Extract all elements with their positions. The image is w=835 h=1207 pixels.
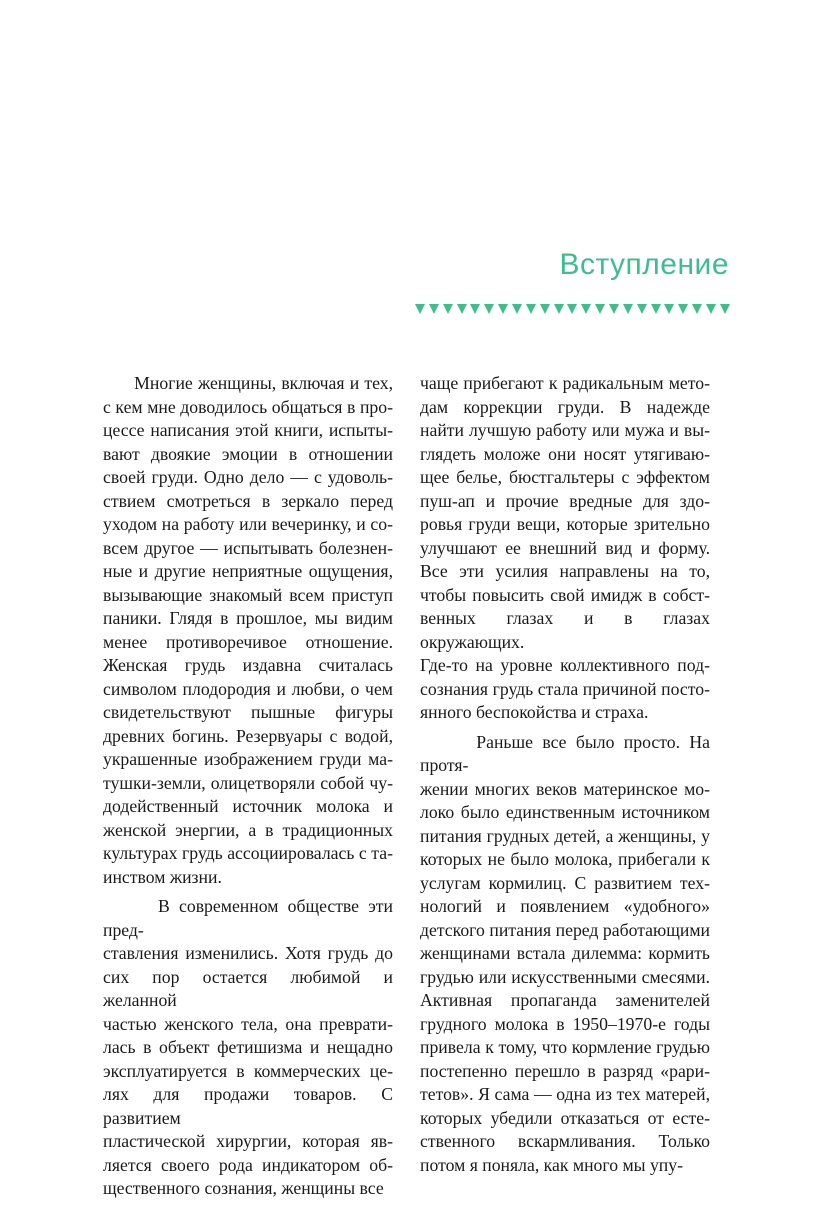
triangle-ornament-icon [484, 304, 494, 314]
text-line: частью женского тела, она преврати- [103, 1013, 393, 1034]
triangle-ornament-icon [512, 304, 522, 314]
text-line: Где-то на уровне коллективного под- [420, 655, 710, 675]
text-line: свидетельствуют пышные фигуры [103, 702, 393, 722]
text-line: с кем мне доводилось общаться в про- [103, 396, 393, 417]
right-column [420, 372, 710, 1183]
text-line: пластической хирургии, которая яв- [103, 1131, 393, 1151]
paragraph-1 [103, 372, 393, 889]
text-line: найти лучшую работу или мужа и вы- [420, 420, 710, 440]
text-line: привела к тому, что кормление грудью [420, 1037, 710, 1057]
text-line: своей груди. Одно дело — с удоволь- [103, 467, 393, 487]
text-line: чтобы повысить свой имидж в собст- [420, 584, 710, 605]
triangle-ornament-icon [637, 304, 647, 314]
triangle-ornament-icon [651, 304, 661, 314]
text-line: щественного сознания, женщины все [103, 1178, 384, 1198]
text-line: глядеть моложе они носят утягиваю- [420, 443, 710, 464]
triangle-ornament-icon [609, 304, 619, 314]
triangle-ornament-icon [429, 304, 439, 314]
text-line: нологий и появлением «удобного» [420, 896, 710, 916]
paragraph-3 [420, 372, 710, 725]
paragraph-2 [103, 895, 393, 1201]
text-line: услугам кормилиц. С развитием тех- [420, 872, 710, 893]
triangle-ornament-icon [581, 304, 591, 314]
text-line: инством жизни. [103, 866, 222, 887]
text-line: постепенно перешло в разряд «рари- [420, 1060, 710, 1081]
text-line: пуш-ап и прочие вредные для здо- [420, 490, 710, 511]
text-line: ляется своего рода индикатором об- [103, 1154, 393, 1175]
triangle-ornament-icon [540, 304, 550, 314]
text-line: цессе написания этой книги, испыты- [103, 420, 393, 440]
text-line: В современном обществе эти пред- [103, 896, 393, 940]
text-line: потом я поняла, как много мы упу- [420, 1154, 683, 1175]
text-line: вызывающие знакомый всем приступ [103, 584, 393, 605]
text-line: ствием смотреться в зеркало перед [103, 490, 393, 511]
text-line: локо было единственным источником [420, 802, 710, 822]
text-line: тетов». Я сама — одна из тех матерей, [420, 1084, 710, 1104]
text-line: ровья груди вещи, которые зрительно [420, 514, 710, 534]
chapter-title: Вступление [559, 248, 729, 281]
text-line: ные и другие неприятные ощущения, [103, 561, 393, 581]
text-line: янного беспокойства и страха. [420, 702, 649, 722]
text-line: всем другое — испытывать болезнен- [103, 537, 393, 558]
paragraph-4 [420, 731, 710, 1178]
text-line: додейственный источник молока и [103, 796, 393, 816]
text-line: символом плодородия и любви, о чем [103, 678, 393, 699]
triangle-ornament-icon [706, 304, 716, 314]
left-column [103, 372, 393, 1207]
text-line: Все эти усилия направлены на то, [420, 561, 710, 581]
ornament-divider [415, 304, 730, 318]
text-line: тушки-земли, олицетворяли собой чу- [103, 772, 393, 793]
text-line: вают двоякие эмоции в отношении [103, 443, 393, 464]
text-line: паники. Глядя в прошлое, мы видим [103, 608, 393, 628]
text-line: древних богинь. Резервуары с водой, [103, 725, 393, 746]
triangle-ornament-icon [470, 304, 480, 314]
text-line: эксплуатируется в коммерческих це- [103, 1060, 393, 1081]
triangle-ornament-icon [554, 304, 564, 314]
text-line: ственного вскармливания. Только [420, 1131, 710, 1151]
text-line: сознания грудь стала причиной посто- [420, 678, 710, 699]
text-line: дам коррекции груди. В надежде [420, 396, 710, 417]
triangle-ornament-icon [415, 304, 425, 314]
text-line: сих пор остается любимой и желанной [103, 966, 393, 1010]
text-line: украшенные изображением груди ма- [103, 749, 393, 769]
triangle-ornament-icon [567, 304, 577, 314]
triangle-ornament-icon [678, 304, 688, 314]
text-line: уходом на работу или вечеринку, и со- [103, 514, 393, 534]
text-line: питания грудных детей, а женщины, у [420, 825, 710, 846]
text-line: которых не было молока, прибегали к [420, 849, 710, 869]
text-line: менее противоречивое отношение. [103, 631, 393, 652]
text-line: культурах грудь ассоциировалась с та- [103, 843, 393, 863]
text-line: женщинами встала дилемма: кормить [420, 943, 710, 963]
text-line: Активная пропаганда заменителей [420, 990, 710, 1010]
triangle-ornament-icon [526, 304, 536, 314]
text-line: ставления изменились. Хотя грудь до [103, 943, 393, 963]
text-line: грудью или искусственными смесями. [420, 966, 710, 987]
text-line: грудного молока в 1950–1970-е годы [420, 1013, 710, 1034]
text-line: лась в объект фетишизма и нещадно [103, 1037, 393, 1057]
triangle-ornament-icon [498, 304, 508, 314]
text-line: улучшают ее внешний вид и форму. [420, 537, 710, 558]
triangle-ornament-icon [595, 304, 605, 314]
triangle-ornament-icon [720, 304, 730, 314]
triangle-ornament-icon [664, 304, 674, 314]
text-line: жении многих веков материнское мо- [420, 778, 710, 799]
text-line: которых убедили отказаться от есте- [420, 1107, 710, 1128]
text-line: Женская грудь издавна считалась [103, 655, 393, 675]
triangle-ornament-icon [457, 304, 467, 314]
text-line: чаще прибегают к радикальным мето- [420, 373, 710, 393]
triangle-ornament-icon [443, 304, 453, 314]
triangle-ornament-icon [623, 304, 633, 314]
text-line: Раньше все было просто. На протя- [420, 731, 710, 775]
triangle-ornament-icon [692, 304, 702, 314]
text-line: лях для продажи товаров. С развитием [103, 1084, 393, 1128]
text-line: щее белье, бюстгальтеры с эффектом [420, 467, 710, 487]
text-line: детского питания перед работающими [420, 919, 710, 940]
text-line: женской энергии, а в традиционных [103, 819, 393, 840]
text-line: Многие женщины, включая и тех, [103, 373, 393, 393]
text-line: венных глазах и в глазах окружающих. [420, 608, 710, 652]
